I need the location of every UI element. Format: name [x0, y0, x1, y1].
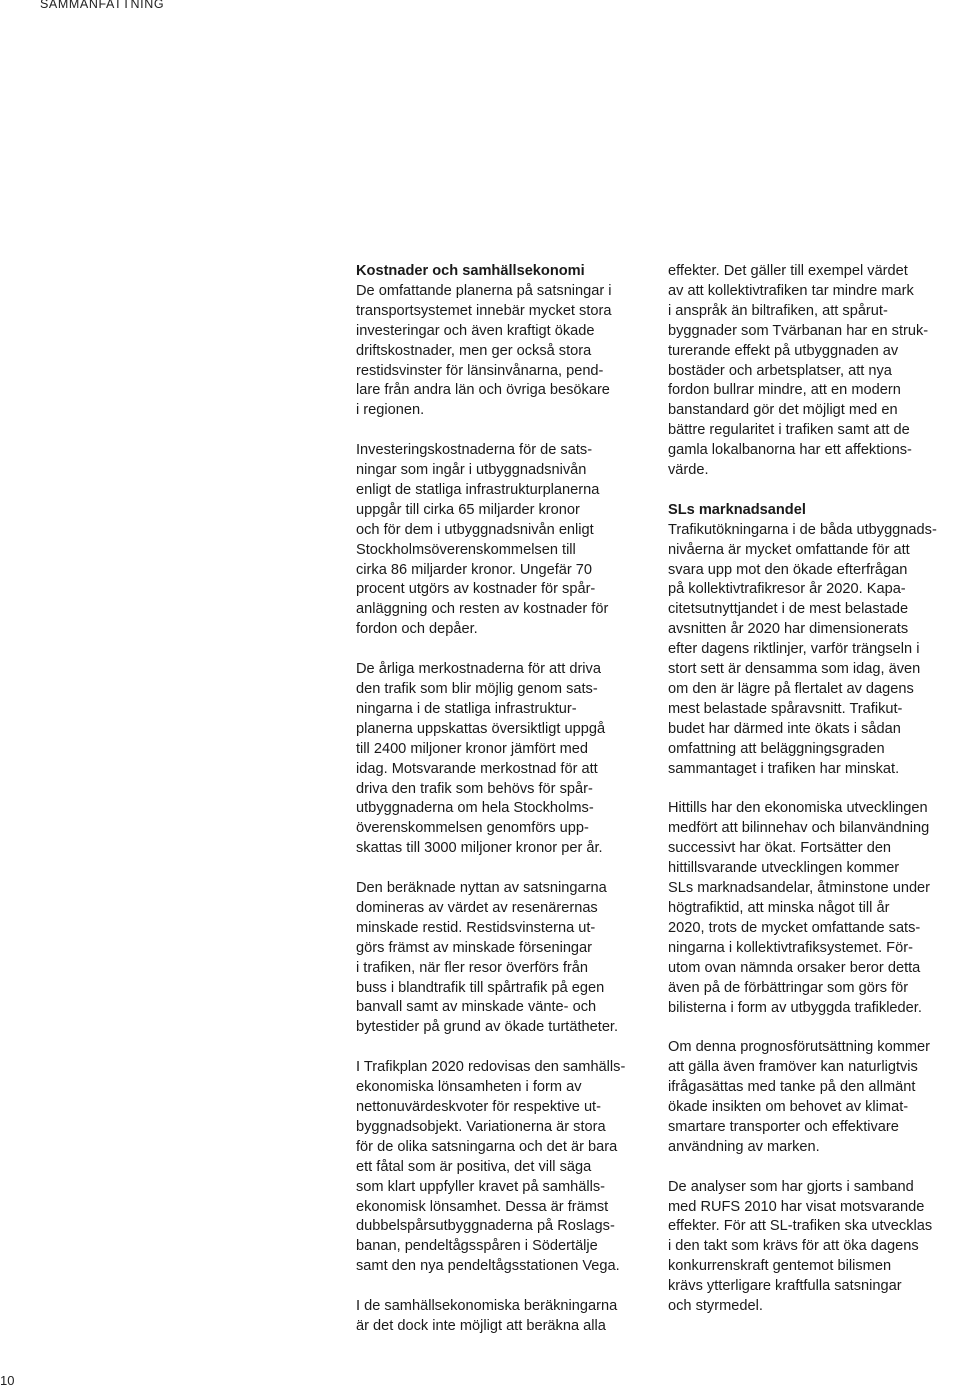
body-paragraph: Investeringskostnaderna för de sats- ningar som ingår i utbyggnadsnivån enligt de statliga infrastrukturplanerna uppgår till cirka 65 miljarder kronor och för dem i utbyggnadsnivån enligt Stockholmsöverenskommelsen till cirka 86 miljarder kronor. Ungefär 70 procent utgörs av kostnader för spår- anläggning och resten av kostnader för fordon och depåer.: [356, 442, 609, 638]
body-paragraph: effekter. Det gäller till exempel värdet av att kollektivtrafiken tar mindre mark i anspråk än biltrafiken, att spårut- byggnader som Tvärbanan har en struk- turerande effekt på utbyggnaden av bostäder och arbetsplatser, att nya fordon bullrar mindre, att en modern banstandard gör det möjligt med en bättre regularitet i trafiken samt att de gamla lokalbanorna har ett affektions- värde.: [668, 263, 929, 479]
page-number: 10: [0, 1373, 15, 1388]
body-paragraph: De analyser som har gjorts i samband med RUFS 2010 har visat motsvarande effekter. För att SL-trafiken ska utvecklas i den takt som krävs för att öka dagens konkurrenskraft gentemot bilismen krävs ytterligare kraftfulla satsningar och styrmedel.: [668, 1178, 933, 1315]
section-heading: Kostnader och samhällsekonomi: [356, 263, 585, 279]
body-paragraph: De omfattande planerna på satsningar i transportsystemet innebär mycket stora investeringar och även kraftigt ökade driftskostnader, men ger också stora restidsvinster för länsinvånarna, pend- lare från andra län och övriga besökare i regionen.: [356, 282, 612, 419]
body-paragraph: I Trafikplan 2020 redovisas den samhälls- ekonomiska lönsamheten i form av nettonuvärdeskvoter för respektive ut- byggnadsobjekt. Variationerna är stora för de olika satsningarna och det är bara ett fåtal som är positiva, det vill säga som klart uppfyller kravet på samhälls- ekonomisk lönsamhet. Dessa är främst dubbelspårsutbyggnaderna på Roslags- banan, pendeltågsspåren i Södertälje samt den nya pendeltågsstationen Vega.: [356, 1059, 626, 1275]
body-paragraph: Om denna prognosförutsättning kommer att gälla även framöver kan naturligtvis ifrågasättas med tanke på den allmänt ökade insikten om behovet av klimat- smartare transporter och effektivare användning av marken.: [668, 1039, 931, 1155]
section-heading: SLs marknadsandel: [668, 501, 806, 518]
left-column: [356, 262, 646, 1357]
right-column: [668, 262, 958, 1337]
body-paragraph: Den beräknade nyttan av satsningarna domineras av värdet av resenärernas minskade restid. Restidsvinsterna ut- görs främst av minskade förseningar i trafiken, när fler resor överförs från buss i blandtrafik till spårtrafik på egen banvall samt av minskade vänte- och bytestider på grund av ökade turtätheter.: [356, 880, 619, 1036]
body-paragraph: De årliga merkostnaderna för att driva den trafik som blir möjlig genom sats- ningarna i de statliga infrastruktur- planerna uppskattas översiktligt uppgå till 2400 miljoner kronor jämfört med idag. Motsvarande merkostnad för att driva den trafik som behövs för spår- utbyggnaderna om hela Stockholms- överenskommelsen genomförs upp- skattas till 3000 miljoner kronor per år.: [356, 661, 606, 857]
body-paragraph: Trafikutökningarna i de båda utbyggnads- nivåerna är mycket omfattande för att svara upp mot den ökade efterfrågan på kollektivtrafikresor år 2020. Kapa- citetsutnyttjandet i de mest belastade avsnitten år 2020 har dimensionerats efter dagens riktlinjer, varför trängseln i stort sett är densamma som idag, även om den är lägre på flertalet av dagens mest belastade spåravsnitt. Trafikut- budet har därmed inte ökats i sådan omfattning att beläggningsgraden sammantaget i trafiken har minskat.: [668, 521, 937, 777]
body-paragraph: I de samhällsekonomiska beräkningarna är det dock inte möjligt att beräkna alla: [356, 1298, 618, 1334]
running-head: SAMMANFATTNING: [40, 0, 165, 11]
body-paragraph: Hittills har den ekonomiska utvecklingen medfört att bilinnehav och bilanvändning successivt har ökat. Fortsätter den hittillsvarande utvecklingen kommer SLs marknadsandelar, åtminstone under högtrafiktid, att minska något till år 2020, trots de mycket omfattande sats- ningarna i kollektivtrafiksystemet. För- utom ovan nämnda orsaker beror detta även på de förbättringar som görs för bilisterna i form av utbyggda trafikleder.: [668, 800, 931, 1016]
